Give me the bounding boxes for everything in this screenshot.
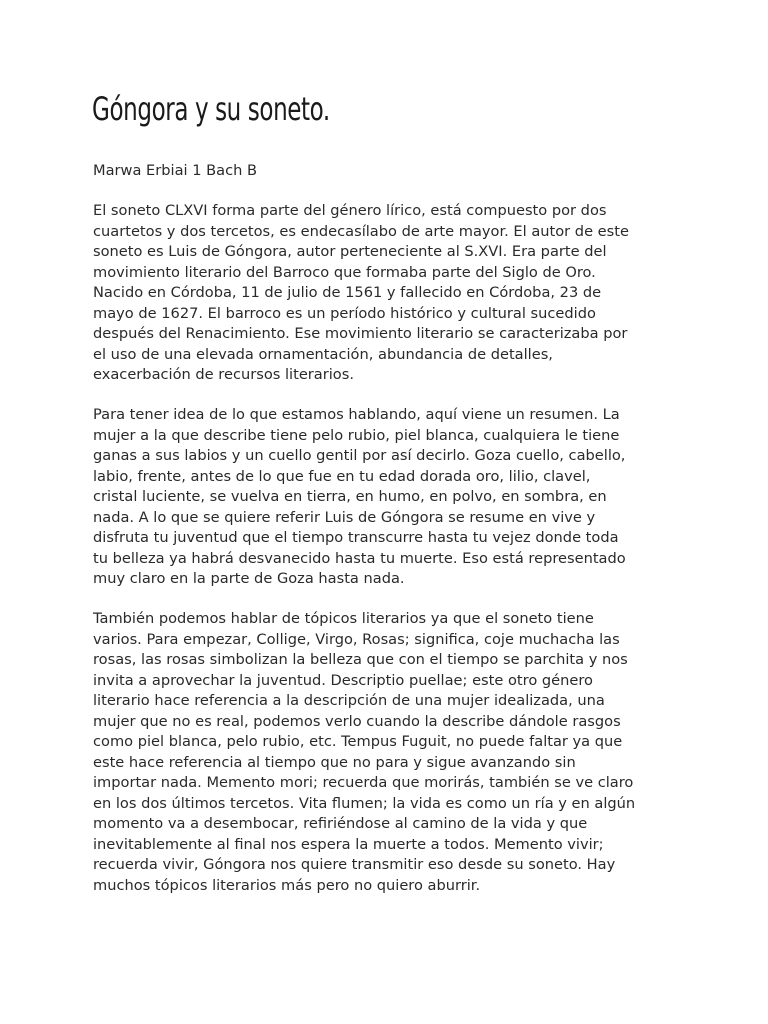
paragraph-line: También podemos hablar de tópicos literarios ya que el soneto tiene: [93, 610, 594, 627]
paragraph-line: muy claro en la parte de Goza hasta nada.: [93, 570, 405, 587]
paragraph-line: después del Renacimiento. Ese movimiento literario se caracterizaba por: [93, 325, 628, 342]
paragraph-line: soneto es Luis de Góngora, autor perteneciente al S.XVI. Era parte del: [93, 243, 607, 260]
paragraph-topics: [93, 609, 693, 896]
paragraph-line: literario hace referencia a la descripción de una mujer idealizada, una: [93, 692, 605, 709]
paragraph-line: como piel blanca, pelo rubio, etc. Tempus Fuguit, no puede faltar ya que: [93, 733, 623, 750]
paragraph-line: rosas, las rosas simbolizan la belleza que con el tiempo se parchita y nos: [93, 651, 628, 668]
paragraph-line: cuartetos y dos tercetos, es endecasílabo de arte mayor. El autor de este: [93, 222, 629, 240]
paragraph-line: mujer que no es real, podemos verlo cuando la describe dándole rasgos: [93, 712, 621, 730]
paragraph-line: mujer a la que describe tiene pelo rubio, piel blanca, cualquiera le tiene: [93, 426, 620, 444]
paragraph-intro: [93, 201, 693, 386]
paragraph-line: inevitablemente al final nos espera la muerte a todos. Memento vivir;: [93, 835, 604, 853]
document-title: Góngora y su soneto.: [92, 90, 330, 128]
paragraph-line: ganas a sus labios y un cuello gentil por así decirlo. Goza cuello, cabello,: [93, 447, 626, 464]
paragraph-line: disfruta tu juventud que el tiempo transcurre hasta tu vejez donde toda: [93, 529, 619, 546]
paragraph-line: recuerda vivir, Góngora nos quiere transmitir eso desde su soneto. Hay: [93, 856, 616, 873]
paragraph-line: importar nada. Memento mori; recuerda que morirás, también se ve claro: [93, 774, 634, 791]
paragraph-line: varios. Para empezar, Collige, Virgo, Rosas; significa, coje muchacha las: [93, 630, 620, 648]
paragraph-line: el uso de una elevada ornamentación, abundancia de detalles,: [93, 345, 553, 363]
paragraph-line: Nacido en Córdoba, 11 de julio de 1561 y fallecido en Córdoba, 23 de: [93, 284, 602, 301]
paragraph-line: invita a aprovechar la juventud. Descriptio puellae; este otro género: [93, 671, 593, 689]
paragraph-line: mayo de 1627. El barroco es un período histórico y cultural sucedido: [93, 304, 596, 322]
paragraph-line: movimiento literario del Barroco que formaba parte del Siglo de Oro.: [93, 263, 596, 281]
author-line: Marwa Erbiai 1 Bach B: [93, 162, 258, 179]
paragraph-line: exacerbación de recursos literarios.: [93, 366, 354, 383]
paragraph-line: Para tener idea de lo que estamos hablando, aquí viene un resumen. La: [93, 406, 620, 423]
paragraph-line: muchos tópicos literarios más pero no quiero aburrir.: [93, 876, 481, 894]
paragraph-summary: [93, 405, 693, 590]
paragraph-line: momento va a desembocar, refiriéndose al camino de la vida y que: [93, 815, 588, 832]
paragraph-line: en los dos últimos tercetos. Vita flumen; la vida es como un ría y en algún: [93, 794, 636, 812]
paragraph-line: cristal luciente, se vuelva en tierra, en humo, en polvo, en sombra, en: [93, 488, 607, 505]
paragraph-line: labio, frente, antes de lo que fue en tu edad dorada oro, lilio, clavel,: [93, 467, 591, 485]
paragraph-line: este hace referencia al tiempo que no para y sigue avanzando sin: [93, 753, 576, 771]
paragraph-line: El soneto CLXVI forma parte del género lírico, está compuesto por dos: [93, 202, 607, 219]
paragraph-line: nada. A lo que se quiere referir Luis de Góngora se resume en vive y: [93, 508, 596, 526]
paragraph-line: tu belleza ya habrá desvanecido hasta tu muerte. Eso está representado: [93, 549, 626, 567]
